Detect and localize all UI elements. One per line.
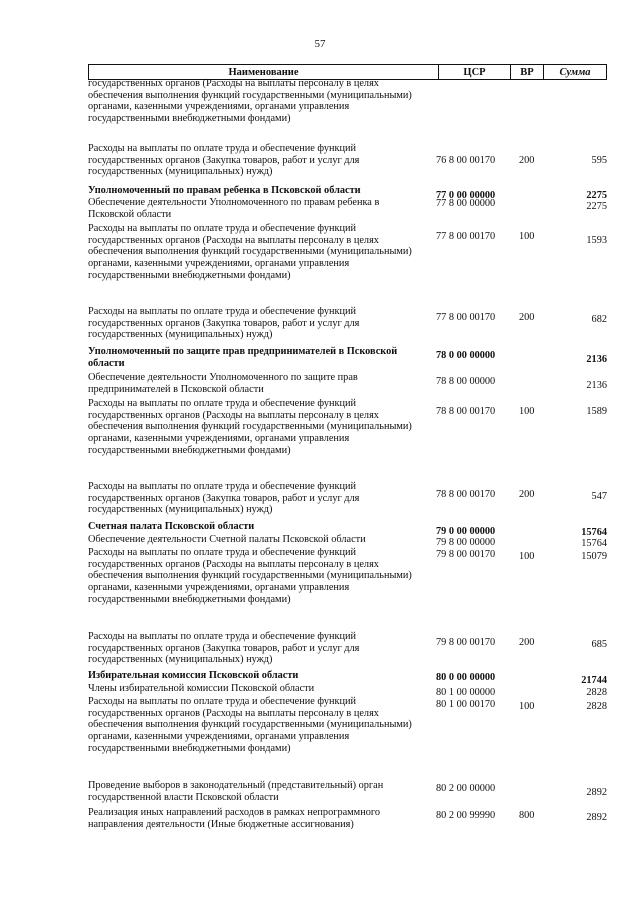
row-sum: 2892: [586, 787, 607, 798]
row-name: Расходы на выплаты по оплате труда и обеспечение функций государственных органов (Расходы на выплаты персоналу в целях обеспечения выполнения функций государственными (муниципальными) органами, казенными учреждениями, органами управления государственными внебюджетными фондами): [88, 398, 412, 456]
row-name: Расходы на выплаты по оплате труда и обеспечение функций государственных органов (Расходы на выплаты персоналу в целях обеспечения выполнения функций государственными (муниципальными) органами, казенными учреждениями, органами управления государственными внебюджетными фондами): [88, 547, 412, 605]
row-sum: 21744: [581, 675, 607, 686]
row-name: Счетная палата Псковской области: [88, 521, 255, 532]
row-csr: 78 8 00 00000: [436, 376, 496, 387]
table-row: [0, 481, 640, 521]
table-row: [0, 521, 640, 538]
row-name: Проведение выборов в законодательный (представительный) орган государственной власти Псковской области: [88, 780, 384, 803]
column-header-vr: ВР: [510, 64, 543, 80]
table-row: [0, 143, 640, 185]
row-vr: 100: [519, 406, 535, 417]
row-csr: 79 8 00 00170: [436, 549, 496, 560]
table-row: [0, 197, 640, 223]
page-number: 57: [314, 38, 326, 50]
row-sum: 2828: [586, 701, 607, 712]
budget-table-body: [0, 78, 640, 835]
row-sum: 1589: [586, 406, 607, 417]
row-vr: 200: [519, 155, 535, 166]
column-header-csr: ЦСР: [438, 64, 510, 80]
row-csr: 80 2 00 99990: [436, 810, 496, 821]
row-vr: 100: [519, 231, 535, 242]
row-sum: 15764: [581, 538, 607, 549]
table-row: [0, 696, 640, 780]
row-csr: 77 8 00 00000: [436, 198, 496, 209]
table-row: [0, 807, 640, 835]
row-sum: 1593: [586, 235, 607, 246]
row-vr: 200: [519, 312, 535, 323]
row-sum: 682: [591, 314, 607, 325]
row-sum: 2828: [586, 687, 607, 698]
table-row: [0, 306, 640, 346]
row-csr: 79 8 00 00170: [436, 637, 496, 648]
row-sum: 2275: [586, 190, 607, 201]
row-csr: 77 0 00 00000: [436, 190, 496, 201]
row-name: Расходы на выплаты по оплате труда и обеспечение функций государственных органов (Расходы на выплаты персоналу в целях обеспечения выполнения функций государственными (муниципальными) органами, казенными учреждениями, органами управления государственными внебюджетными фондами): [88, 223, 412, 281]
row-csr: 78 8 00 00170: [436, 406, 496, 417]
row-csr: 80 0 00 00000: [436, 672, 496, 683]
row-sum: 15079: [581, 551, 607, 562]
row-csr: 79 0 00 00000: [436, 526, 496, 537]
row-sum: 547: [591, 491, 607, 502]
table-row: [0, 398, 640, 481]
row-csr: 78 8 00 00170: [436, 489, 496, 500]
row-csr: 78 0 00 00000: [436, 350, 496, 361]
row-csr: 77 8 00 00170: [436, 312, 496, 323]
table-row: [0, 631, 640, 670]
row-csr: 80 2 00 00000: [436, 783, 496, 794]
table-row: [0, 223, 640, 306]
row-vr: 200: [519, 637, 535, 648]
table-row: [0, 670, 640, 686]
row-name: Реализация иных направлений расходов в рамках непрограммного направления деятельности (Иные бюджетные ассигнования): [88, 807, 380, 830]
row-vr: 800: [519, 810, 535, 821]
row-name: Члены избирательной комиссии Псковской области: [88, 683, 315, 694]
row-name: Расходы на выплаты по оплате труда и обеспечение функций государственных органов (Закупка товаров, работ и услуг для государственных (муниципальных) нужд): [88, 143, 360, 178]
row-csr: 77 8 00 00170: [436, 231, 496, 242]
row-vr: 100: [519, 551, 535, 562]
row-vr: 100: [519, 701, 535, 712]
row-name: Обеспечение деятельности Уполномоченного по защите прав предпринимателей в Псковской области: [88, 372, 358, 395]
row-name: Расходы на выплаты по оплате труда и обеспечение функций государственных органов (Закупка товаров, работ и услуг для государственных (муниципальных) нужд): [88, 481, 360, 516]
column-header-name: Наименование: [88, 64, 438, 80]
row-sum: 595: [591, 155, 607, 166]
row-name: Уполномоченный по правам ребенка в Псковской области: [88, 185, 361, 196]
row-csr: 80 1 00 00170: [436, 699, 496, 710]
row-vr: 200: [519, 489, 535, 500]
row-name: Обеспечение деятельности Уполномоченного по правам ребенка в Псковской области: [88, 197, 380, 220]
table-row: [0, 185, 640, 201]
table-row: [0, 372, 640, 398]
row-name: Уполномоченный по защите прав предпринимателей в Псковской области: [88, 346, 398, 369]
row-sum: 685: [591, 639, 607, 650]
row-name: Обеспечение деятельности Счетной палаты Псковской области: [88, 534, 366, 545]
table-row: [0, 346, 640, 372]
table-row: [0, 547, 640, 631]
row-sum: 2892: [586, 812, 607, 823]
row-name: Избирательная комиссия Псковской области: [88, 670, 299, 681]
table-row: [0, 683, 640, 696]
table-row: [0, 534, 640, 547]
column-header-sum: Сумма: [543, 64, 607, 80]
row-csr: 76 8 00 00170: [436, 155, 496, 166]
row-name: Расходы на выплаты по оплате труда и обеспечение функций государственных органов (Закупка товаров, работ и услуг для государственных (муниципальных) нужд): [88, 306, 360, 341]
row-csr: 80 1 00 00000: [436, 687, 496, 698]
row-sum: 2136: [586, 380, 607, 391]
table-row: [0, 78, 640, 143]
row-name: Расходы на выплаты по оплате труда и обеспечение функций государственных органов (Закупка товаров, работ и услуг для государственных (муниципальных) нужд): [88, 631, 360, 666]
row-name: Расходы на выплаты по оплате труда и обеспечение функций государственных органов (Расходы на выплаты персоналу в целях обеспечения выполнения функций государственными (муниципальными) органами, казенными учреждениями, органами управления государственными внебюджетными фондами): [88, 696, 412, 754]
table-row: [0, 780, 640, 807]
row-sum: 2275: [586, 201, 607, 212]
row-name: государственных органов (Расходы на выплаты персоналу в целях обеспечения выполнения функций государственными (муниципальными) органами, казенными учреждениями, органами управления государственными внебюджетными фондами): [88, 78, 412, 125]
row-sum: 2136: [586, 354, 607, 365]
row-sum: 15764: [581, 527, 607, 538]
row-csr: 79 8 00 00000: [436, 537, 496, 548]
